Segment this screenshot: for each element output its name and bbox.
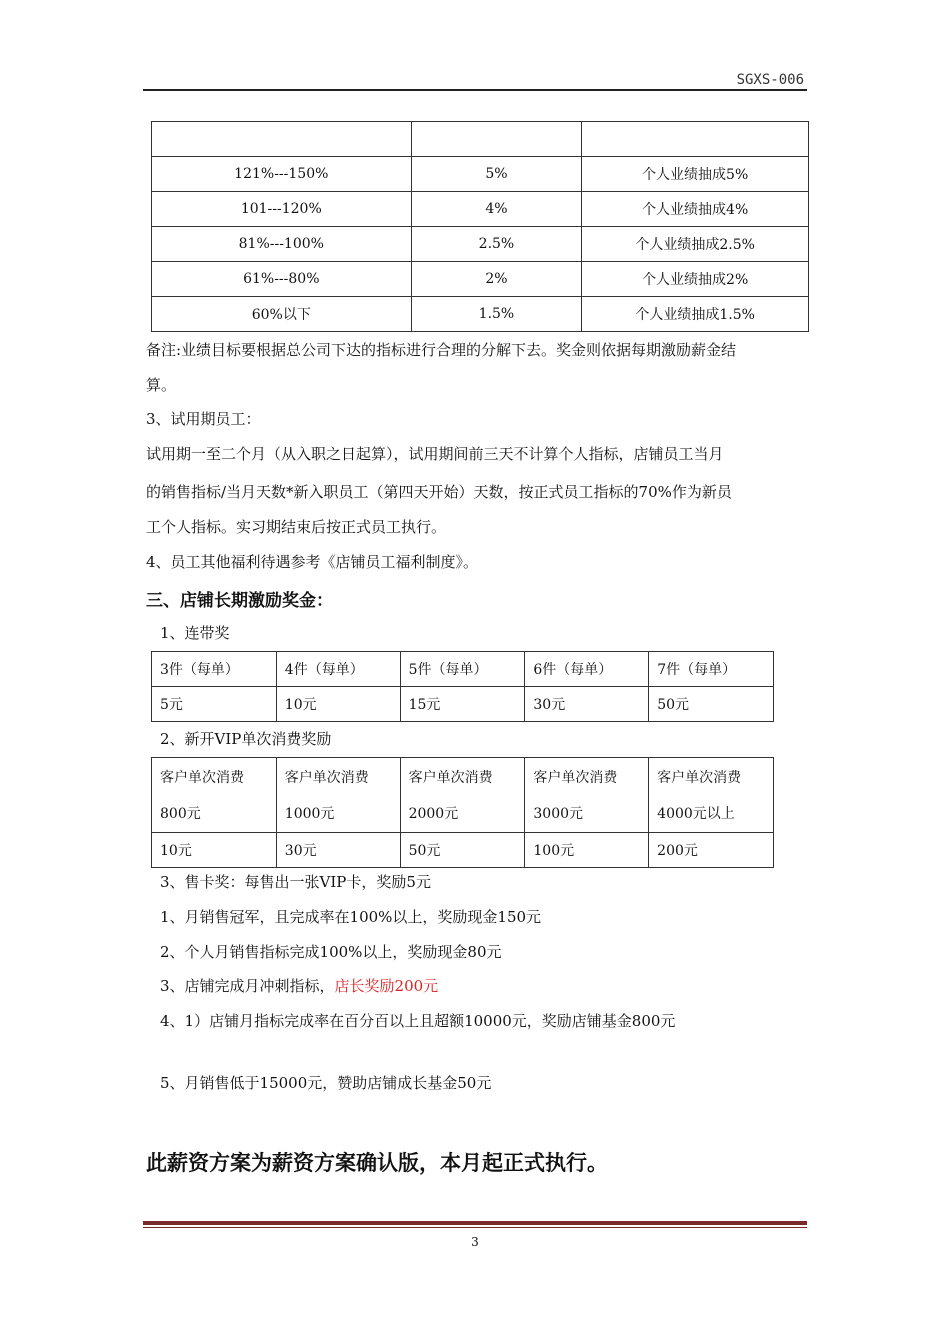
table-row	[152, 652, 774, 687]
table-cell: 5%	[411, 157, 582, 192]
final-statement: 此薪资方案为薪资方案确认版，本月起正式执行。	[146, 1151, 608, 1175]
welfare-line: 4、员工其他福利待遇参考《店铺员工福利制度》。	[146, 553, 479, 571]
table-cell: 6件（每单）	[525, 652, 649, 687]
table-cell: 5元	[152, 687, 277, 722]
table-cell: 4件（每单）	[276, 652, 400, 687]
cell-amount: 3000元	[533, 806, 584, 822]
footer-rule-thick	[143, 1221, 807, 1225]
table-cell: 200元	[649, 833, 774, 868]
table-cell: 3件（每单）	[152, 652, 277, 687]
growth-fund-line: 5、月销售低于15000元，赞助店铺成长基金50元	[160, 1074, 492, 1092]
table-row	[152, 833, 774, 868]
joint-sale-table	[151, 651, 774, 722]
table-cell: 30元	[525, 687, 649, 722]
cell-amount: 1000元	[284, 806, 335, 822]
cell-amount: 800元	[160, 806, 201, 822]
table-cell: 2%	[411, 262, 582, 297]
table-cell	[152, 122, 412, 157]
cell-amount: 2000元	[408, 806, 459, 822]
champion-line: 1、月销售冠军，且完成率在100%以上，奖励现金150元	[160, 908, 542, 926]
manager-reward-text: 店长奖励200元	[334, 977, 439, 995]
table-cell: 7件（每单）	[649, 652, 774, 687]
sprint-line	[160, 975, 438, 997]
table-row	[152, 297, 809, 332]
table-row	[152, 687, 774, 722]
table-cell: 10元	[276, 687, 400, 722]
table-row	[152, 262, 809, 297]
table-cell: 60%以下	[152, 297, 412, 332]
table-cell: 个人业绩抽成1.5%	[582, 297, 809, 332]
cell-label: 客户单次消费	[657, 770, 742, 786]
table-row	[152, 758, 774, 833]
probation-line-2: 的销售指标/当月天数*新入职员工（第四天开始）天数，按正式员工指标的70%作为新员	[146, 483, 732, 501]
table-cell: 2.5%	[411, 227, 582, 262]
table-row	[152, 157, 809, 192]
cell-label: 客户单次消费	[533, 770, 618, 786]
card-sale-line: 3、售卡奖：每售出一张VIP卡，奖励5元	[160, 873, 431, 891]
store-fund-line: 4、1）店铺月指标完成率在百分百以上且超额10000元，奖励店铺基金800元	[160, 1012, 676, 1030]
table-cell: 50元	[400, 833, 525, 868]
table-cell	[525, 758, 649, 833]
table-cell: 个人业绩抽成5%	[582, 157, 809, 192]
table-cell	[276, 758, 400, 833]
note-line-1: 备注:业绩目标要根据总公司下达的指标进行合理的分解下去。奖金则依据每期激励薪金结	[146, 341, 737, 359]
probation-line-1: 试用期一至二个月（从入职之日起算），试用期间前三天不计算个人指标，店铺员工当月	[146, 445, 724, 463]
footer-rule-thin	[143, 1227, 807, 1228]
cell-amount: 4000元以上	[657, 806, 735, 822]
table-cell	[649, 758, 774, 833]
cell-label: 客户单次消费	[408, 770, 493, 786]
page-number: 3	[471, 1235, 479, 1249]
personal-target-line: 2、个人月销售指标完成100%以上，奖励现金80元	[160, 943, 502, 961]
vip-reward-title: 2、新开VIP单次消费奖励	[160, 730, 332, 748]
joint-sale-title: 1、连带奖	[160, 624, 230, 642]
table-cell: 个人业绩抽成4%	[582, 192, 809, 227]
cell-label: 客户单次消费	[160, 770, 244, 786]
table-row	[152, 122, 809, 157]
table-cell: 4%	[411, 192, 582, 227]
header-rule	[143, 89, 807, 91]
vip-reward-table	[151, 757, 774, 868]
probation-line-3: 工个人指标。实习期结束后按正式员工执行。	[146, 518, 447, 536]
table-cell: 个人业绩抽成2%	[582, 262, 809, 297]
table-cell	[400, 758, 525, 833]
table-cell: 100元	[525, 833, 649, 868]
table-cell: 101---120%	[152, 192, 412, 227]
commission-table	[151, 121, 809, 332]
probation-title: 3、试用期员工：	[146, 410, 261, 428]
table-row	[152, 192, 809, 227]
table-cell: 50元	[649, 687, 774, 722]
table-cell: 61%---80%	[152, 262, 412, 297]
table-cell	[582, 122, 809, 157]
note-line-2: 算。	[146, 376, 177, 394]
table-cell: 10元	[152, 833, 277, 868]
table-cell: 81%---100%	[152, 227, 412, 262]
table-cell: 5件（每单）	[400, 652, 525, 687]
section-heading: 三、店铺长期激励奖金：	[146, 591, 333, 611]
table-cell: 121%---150%	[152, 157, 412, 192]
table-cell	[411, 122, 582, 157]
sprint-line-text: 3、店铺完成月冲刺指标，	[160, 977, 335, 995]
table-row	[152, 227, 809, 262]
table-cell: 个人业绩抽成2.5%	[582, 227, 809, 262]
table-cell: 15元	[400, 687, 525, 722]
table-cell: 1.5%	[411, 297, 582, 332]
table-cell: 30元	[276, 833, 400, 868]
cell-label: 客户单次消费	[284, 770, 369, 786]
table-cell	[152, 758, 277, 833]
document-code: SGXS-006	[736, 72, 804, 88]
